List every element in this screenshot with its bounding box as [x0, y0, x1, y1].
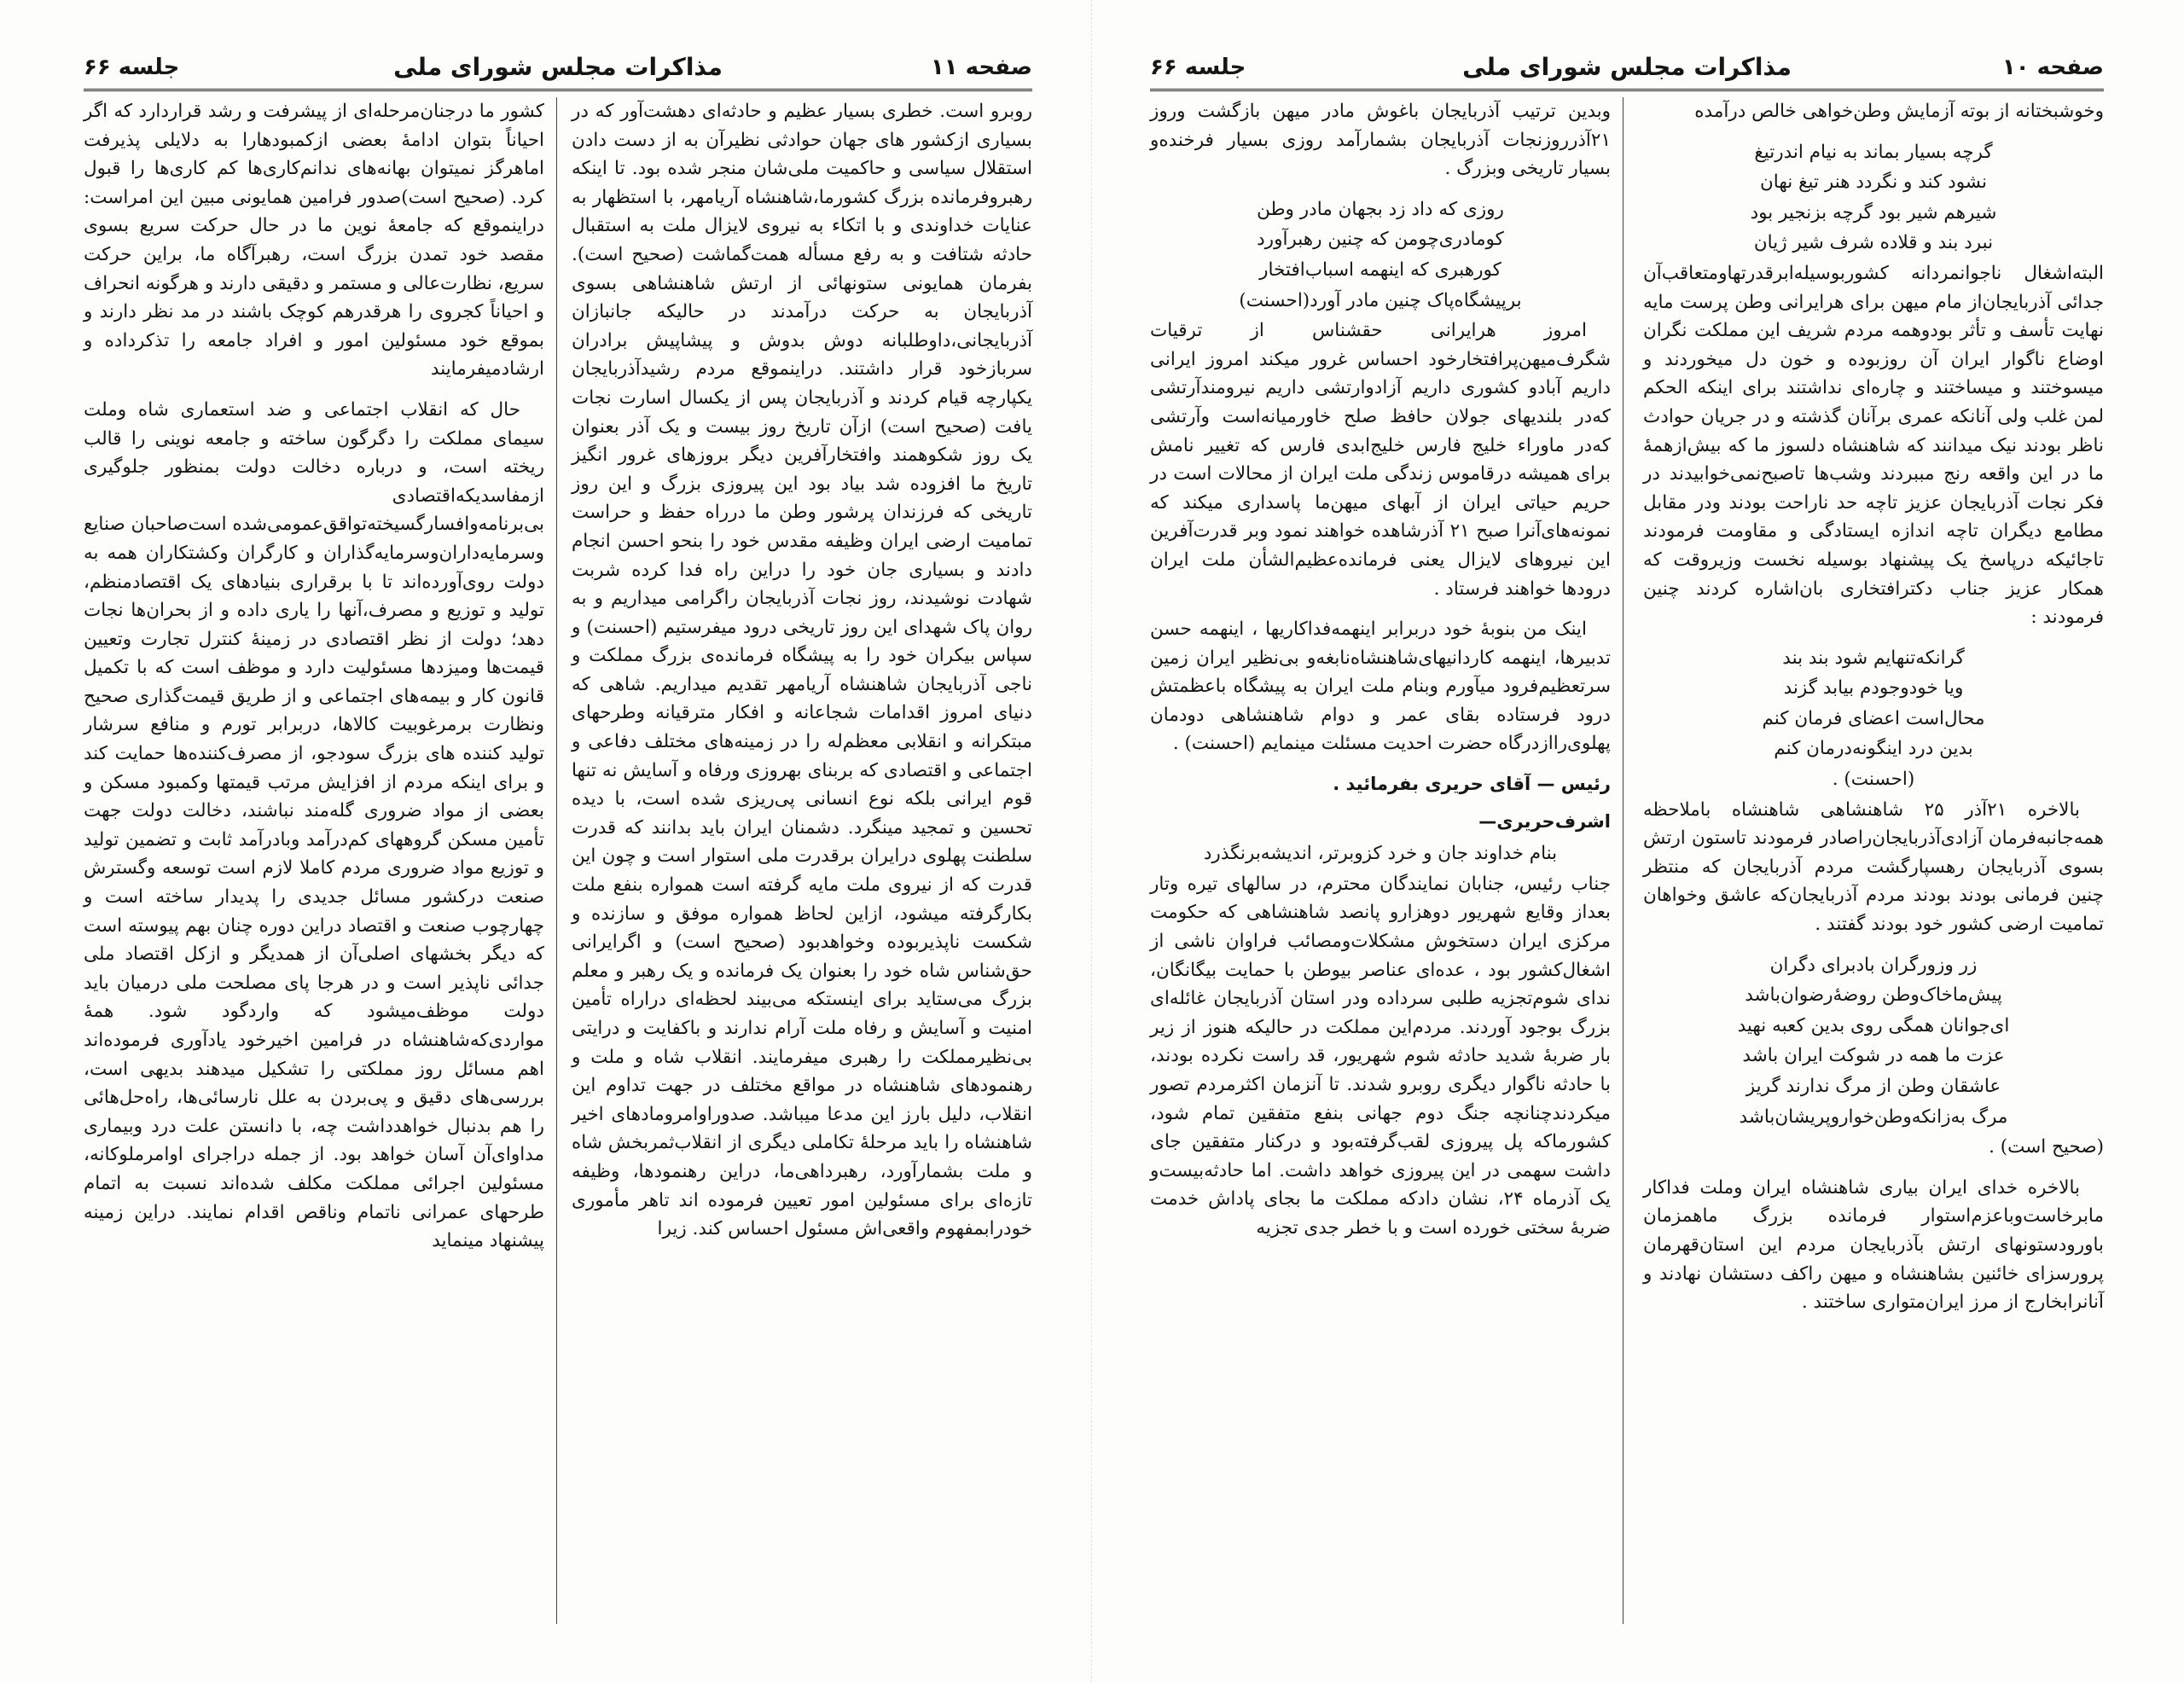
verse-line: بدین درد اینگونه‌درمان کنم [1774, 738, 1973, 760]
text-column-left [84, 97, 544, 1268]
verse-line: پیش‌ما‌خاک‌وطن روضهٔ‌رضوان‌باشد [1745, 984, 2002, 1007]
page-number: صفحه ۱۱ [930, 55, 1032, 80]
session-number: جلسه ۶۶ [1150, 55, 1246, 80]
journal-title: مذاکرات مجلس شورای ملی [393, 53, 723, 81]
text-column-right [572, 97, 1032, 1256]
verse-line: ای‌جوانان همگی روی بدین کعبه نهید [1737, 1014, 2010, 1036]
column-divider [556, 97, 557, 1624]
header-rule [1150, 89, 2104, 93]
text-column-left [1150, 97, 1611, 1255]
session-number: جلسه ۶۶ [84, 55, 180, 80]
verse-line: زر وزورگران بادبرای دگران [1769, 954, 1978, 976]
header-rule [84, 89, 1032, 93]
verse-line: (احسنت) . [1832, 769, 1915, 791]
verse-line: گرانکه‌تنهایم شود بند بند [1782, 647, 1965, 669]
verse-line: روزی که داد زد بجهان مادر وطن [1257, 198, 1504, 220]
verse-line: نبرد بند و قلاده شرف شیر ژیان [1753, 232, 1994, 254]
paragraph: بالاخره ۲۱آذر ۲۵ شاهنشاهی شاهنشاه باملاحظه همه‌جانبه‌فرمان آزادی‌آذربایجان‌راصادر فرمودند تاستون ارتش بسوی آذربایجان رهسپارگشت مردم آذربایجان که منتظر چنین فرمانی بودند بودند مردم آذربایجان‌که عاشق وخواهان تمامیت ارضی کشور خود بودند گفتند . [1643, 798, 2104, 936]
paragraph: حال که انقلاب اجتماعی و ضد استعماری شاه وملت سیمای مملکت را دگرگون ساخته و جامعه نوینی را قالب ریخته است، و درباره دخالت دولت بمنظور جلوگیری ازمفاسدیکه‌اقتصادی بی‌برنامه‌وافسارگسیخته‌تواقق‌عمومی‌شده است‌صاحبان صنایع وسرمایه‌داران‌وسرمایه‌گذاران و کارگران وکشتکاران همه به دولت روی‌آورده‌اند تا با برقراری بنیادهای یک اقتصادمنظم، تولید و توزیع و مصرف،آنها را یاری داده و از بحران‌ها نجات دهد؛ دولت از نظر اقتصادی در زمینهٔ کنترل تجارت وتعیین قیمت‌ها ومیزدها مسئولیت دارد و موظف است که با تکمیل قانون کار و بیمه‌های اجتماعی و از طریق قیمت‌گذاری صحیح ونظارت برمرغوبیت کالاها، دربرابر تورم و منافع سرشار تولید کننده های بزرگ سودجو، از مصرف‌کننده‌ها حمایت کند و برای اینکه مردم از افزایش مرتب قیمتها وکمبود مسکن و بعضی از مواد ضروری گله‌مند نباشند، دخالت دولت جهت تأمین مسکن گروههای کم‌درآمد وبادرآمد ثابت و تضمین تولید و توزیع مواد ضروری مردم کاملا لازم است توسعه وگسترش صنعت درکشور مسائل جدیدی را پدیدار ساخته است و چهارچوب صنعت و اقتصاد دراین دوره چنان بهم پیوسته است که دیگر بخشهای اصلی‌آن از همدیگر و ازکل اقتصاد ملی جدائی ناپذیر است و در هرجا پای مصلحت ملی درمیان باید دولت موظف‌میشود که واردگود شود. همهٔ مواردی‌که‌شاهنشاه در فرامین اخیرخود یادآوری فرموده‌اند اهم مسائل روز مملکتی را تشکیل میدهند بدیهی است، بررسی‌های دقیق و پی‌بردن به علل نارسائی‌ها، راه‌حل‌هائی را هم بدنبال خواهدداشت چه، با دانستن علت درد وبیماری مداوای‌آن آسان خواهد بود. از جمله دراجرای اوامرملوکانه، مسئولین اجرائی مملکت مکلف شده‌اند نسبت به اتمام طرحهای عمرانی ناتمام وناقص اقدام نمایند. دراین زمینه پیشنهاد مینماید [84, 398, 544, 1252]
paragraph: بالاخره خدای ایران بیاری شاهنشاه ایران وملت فداکار مابرخاست‌وباعزم‌استوار فرمانده بزرگ ماهمزمان باورودستونهای ارتش بآذربایجان مردم این استان‌قهرمان پرورسزای خائنین بشاهنشاه و میهن راکف دستشان نهادند و آنانرابخارج از مرز ایران‌متواری ساختند . [1643, 1176, 2104, 1314]
paragraph: (صحیح است) . [1989, 1136, 2104, 1158]
text-column-right [1643, 97, 2104, 1329]
page-fold [1091, 0, 1092, 1683]
paragraph: وخوشبختانه از بوته آزمایش وطن‌خواهی خالص درآمده [1694, 101, 2104, 122]
page-header [1150, 51, 2104, 85]
journal-title: مذاکرات مجلس شورای ملی [1462, 53, 1792, 81]
speaker-line: رئیس — آقای حریری بفرمائید . [1333, 774, 1611, 795]
paragraph: وبدین ترتیب آذربایجان باغوش مادر میهن بازگشت وروز ۲۱آذرروزنجات آذربایجان بشمارآمد روزی بسیار فرخنده‌و بسیار تاریخی وبزرگ . [1150, 101, 1611, 180]
verse-line: نشود کند و نگردد هنر تیغ نهان [1760, 171, 1987, 194]
verse-line: عاشقان وطن از مرگ ندارند گریز [1745, 1076, 2001, 1097]
page-10 [1150, 51, 2104, 1655]
paragraph: اینک من بنوبهٔ خود دربرابر اینهمه‌فداکاریها ، اینهمه حسن تدبیرها، اینهمه کاردانیهای‌شاهنشاه‌نابغه‌و بی‌نظیر ایران زمین سرتعظیم‌فرود میآورم وبنام ملت ایران به پیشگاه باعظمتش درود فرستاده بقای عمر و دوام شاهنشاهی دودمان پهلوی‌رااز‌درگاه حضرت احدیت مسئلت مینمایم (احسنت) . [1150, 618, 1611, 755]
page-number: صفحه ۱۰ [2001, 55, 2104, 80]
verse-line: شیرهم شیر بود گرچه بزنجیر بود [1750, 201, 1997, 223]
speaker-line: اشرف‌حریری— [1478, 810, 1611, 832]
paragraph: کشور ما درجنان‌مرحله‌ای از پیشرفت و رشد قراردارد که اگر احیاناً بتوان ادامهٔ بعضی ازکمبودهارا به دلایلی پذیرفت اماهرگز نمیتوان بهانه‌های ندانم‌کاری‌ها کم کاری‌ها را قبول کرد. (صحیح است)صدور فرامین همایونی مبین این امراست: دراینموقع که جامعهٔ نوین ما در حال حرکت سریع بسوی مقصد خود تمدن بزرگ است، رهبرآگاه ما، براین حرکت سریع، نظارت‌عالی و مستمر و دقیقی دارند و هرگونه انحراف و احیاناً کجروی را هرقدرهم کوچک باشند در مد نظر دارند و بموقع خود مسئولین امور و افراد جامعه را تذکرداده و ارشادمیفرمایند [84, 101, 544, 380]
page-header [84, 51, 1032, 85]
verse-line: گرچه بسیار بماند به نیام اندرتیغ [1754, 141, 1993, 163]
verse-line: عزت ما همه در شوکت ایران باشد [1742, 1045, 2005, 1067]
verse-line: برپیشگاه‌پاک چنین مادر آورد(احسنت) [1239, 289, 1522, 311]
verse-line: کورهبری که اینهمه اسباب‌افتخار [1259, 258, 1502, 281]
paragraph: روبرو است. خطری بسیار عظیم و حادثه‌ای دهشت‌آور که در بسیاری ازکشور های جهان حوادثی نظیرآن به از دست دادن استقلال سیاسی و حاکمیت ملی‌شان منجر شده بود. تا اینکه رهبروفرمانده بزرگ کشورما،شاهنشاه آریامهر، با استظهار به عنایات خداوندی و با اتکاء به نیروی لایزال ملت به استقبال حادثه شتافت و به رفع مسأله همت‌گماشت (صحیح است). بفرمان همایونی ستونهائی از ارتش شاهنشاهی بسوی آذربایجان به حرکت درآمدند در حالیکه جانبازان آذربایجانی،داوطلبانه دوش بدوش و پیشاپیش برادران سربازخود قرار داشتند. دراینموقع مردم رشیدآذربایجان یکپارچه قیام کردند و آذربایجان پس از یکسال اسارت نجات یافت (صحیح است) ازآن تاریخ روز بیست و یک آذر بعنوان یک روز شکوهمند وافتخارآفرین دیگر بروزهای غرور انگیز تاریخ ما افزوده شد بیاد بود این پیروزی بزرگ و این روز تاریخی که فرزندان پرشور وطن ما دررا‌ه حفظ و حراست تمامیت ارضی ایران وظیفه مقدس خود را بنحو احسن انجام دادند و بسیاری جان خود را دراین راه فدا کرده شربت شهادت نوشیدند، روز نجات آذربایجان راگرامی میداریم و به روان پاک شهدای این روز تاریخی درود میفرستیم (احسنت) و سپاس بیکران خود را به پیشگاه فرمانده‌ی بزرگ مملکت و ناجی آذربایجان شاهنشاه آریامهر تقدیم میداریم. شاهی که دنیای امروز اقدامات شجاعانه و افکار مترقیانه وطرحهای مبتکرانه و انقلابی معظم‌له را در زمینه‌های مختلف دفاعی و اجتماعی و اقتصادی که بربنای بهروزی ورفاه و آسایش نه تنها قوم ایرانی بلکه نوع انسانی پی‌ریزی شده است، با دیده تحسین و تمجید مینگرد. دشمنان ایران باید بدانند که قدرت سلطنت پهلوی درایران برقدرت ملی استوار است و چون این قدرت که از نیروی ملت مایه گرفته است همواره بنفع ملت بکارگرفته میشود، ازاین لحاظ همواره موفق و سازنده و شکست ناپذیربوده وخواهدبود (صحیح است) و اگرایرانی حق‌شناس شاه خود را بعنوان یک فرمانده و یک رهبر و معلم بزرگ می‌ستاید برای اینستکه می‌بیند لحظه‌ای دراراه تأمین امنیت و آسایش و رفاه ملت آرام ندارند و باکفایت و درایتی بی‌نظیرمملکت را رهبری میفرمایند. انقلاب شاه و ملت و رهنمودهای شاهنشاه در مواقع مختلف در جهت تداوم این انقلاب، دلیل بارز این مدعا میباشد. صدوراوامرومادهای اخیر شاهنشاه را باید مرحلهٔ تکاملی دیگری از انقلاب‌ثمربخش شاه و ملت بشمارآورد، رهبرداهی‌ما، دراین رهنمودها، وظیفه تازه‌ای برای مسئولین امور تعیین فرموده اند تاهر مأموری خودرابمفهوم واقعی‌اش مسئول احساس کند. زیرا [572, 101, 1032, 1240]
verse-line: محال‌است اعضای فرمان کنم [1762, 707, 1985, 729]
paragraph: امروز هرایرانی حقشناس از ترقیات شگرف‌میهن‌پر‌افتخارخود احساس غرور میکند امروز ایرانی داریم آبادو کشوری داریم آزادوارتشی داریم نیرومندآرتشی که‌در بلندیهای جولان حافظ صلح خاورمیانه‌است وآرتشی که‌در ماوراء خلیج فارس خلیج‌ابدی فارس که تغییر نامش برای همیشه درقاموس زندگی ملت ایران از محالات است در حریم حیاتی ایران از آبهای میهن‌ما پاسداری میکند که نمونه‌های‌آنرا صبح ۲۱ آذرشاهده خواهند نمود وبر قدرت‌آفرین این نیروهای لایزال یعنی فرمانده‌عظیم‌الشأن ملت ایران درودها خواهند فرستاد . [1150, 320, 1611, 600]
verse-line: مرگ به‌زانکه‌وطن‌خواروپریشان‌باشد [1739, 1106, 2008, 1128]
paragraph: البته‌اشغال ناجوانمردانه کشوربوسیله‌ابرقدرتها‌ومتعاقب‌آن جدائی آذربایجان‌از مام میهن برای هرایرانی وطن پرست مایه نهایت تأسف و تأثر بودوهمه مردم شریف این مملکت نگران اوضاع ناگوار ایران آن روزبوده و خون دل میخوردند و میسوختند و میساختند و چاره‌ای نداشتند برای اینکه الحکم لمن غلب ولی آنانکه عمری برآنان گذشته و در جریان حوادث ناظر بودند نیک میدانند که شاهنشاه دلسوز ما که بیش‌ازهمهٔ ما در این واقعه رنج مببردند وشب‌ها تا‌صبح‌نمی‌خوابیدند در فکر نجات آذربایجان عزیز تاچه حد ناراحت بودند ودر مقابل مطامع دیگران تاچه اندازه ایستادگی و مقاومت فرمودند تاجائیکه درپاسخ یک پیشنهاد بوسیله نخست وزیروقت که همکار عزیز جناب دکترافتخاری بان‌اشاره کردند چنین فرمودند : [1643, 262, 2104, 629]
verse-line: ویا خودوجودم بیابد گزند [1783, 677, 1964, 699]
paragraph: جناب رئیس، جنابان نمایندگان محترم، در سالهای تیره وتار بعداز وقایع شهریور دوهزارو پانصد شاهنشاهی که حکومت مرکزی ایران دستخوش مشکلات‌ومصائب فراوان ناشی از اشغال‌کشور بود ، عده‌ای عناصر بیوطن با حمایت بیگانگان، ندای شوم‌تجزیه طلبی سرداده ودر استان آذربایجان غائله‌ای بزرگ بوجود آوردند. مردم‌این مملکت در حالیکه هنوز از زیر بار ضربهٔ شدید حادثه شوم شهریور، قد راست نکرده بودند، با حادثه ناگوار دیگری روبرو شدند. تا آنزمان اکثرمردم تصور میکردندچنانچه جنگ دوم جهانی بنفع متفقین تمام شود، کشورما‌که پل پیروزی لقب‌گرفته‌بود و درکنار متفقین جای داشت سهمی در این پیروزی خواهد داشت. اما حادثه‌بیست‌و یک آذرماه ۲۴، نشان دادکه مملکت ما بجای پاداش خدمت ضربهٔ سختی خورده است و با خطر جدی تجزیه [1150, 873, 1611, 1239]
page-11 [84, 51, 1032, 1655]
verse-line: کومادری‌چومن که چنین رهبرآورد [1257, 229, 1504, 251]
verse-line: بنام خداوند جان و خرد کزوبرتر، اندیشه‌برنگذرد [1203, 843, 1558, 865]
